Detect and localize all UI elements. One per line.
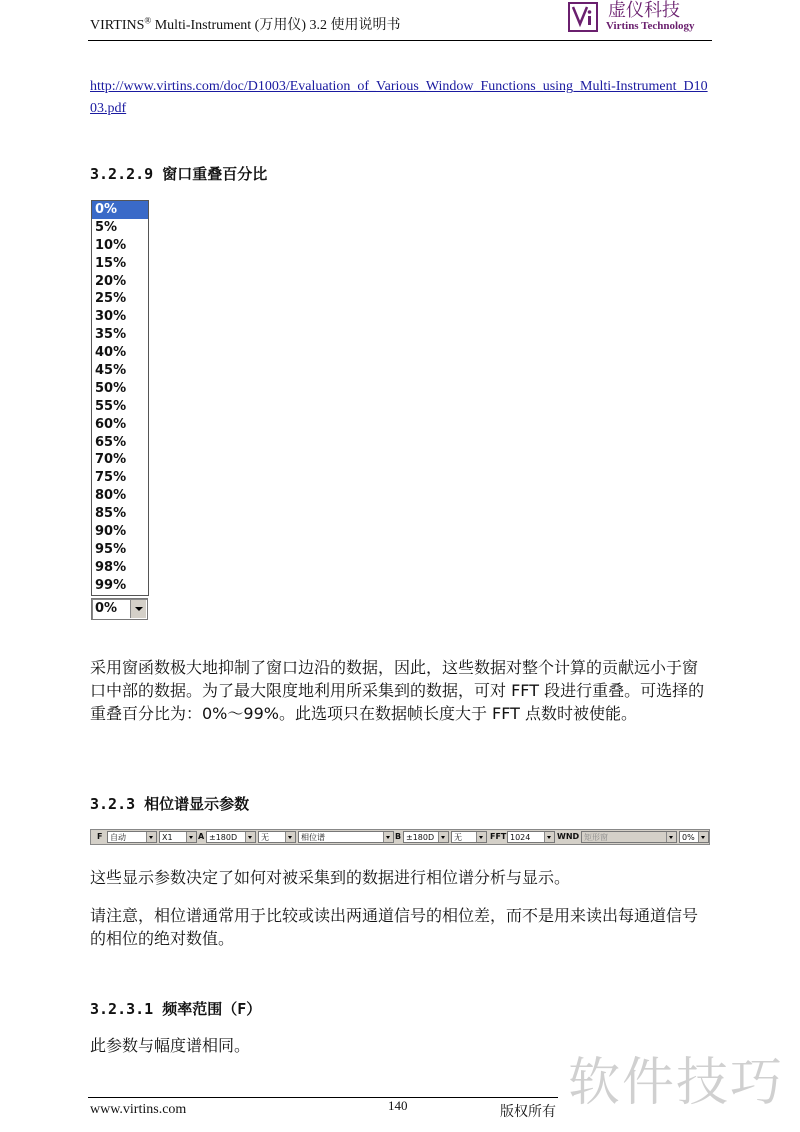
heading-3-2-2-9: 3.2.2.9 窗口重叠百分比	[90, 165, 268, 183]
dropdown-arrow-icon	[438, 832, 448, 842]
logo-mark-icon	[568, 2, 598, 32]
overlap-option[interactable]: 0%	[92, 201, 148, 219]
overlap-option[interactable]: 35%	[95, 327, 127, 343]
overlap-description: 采用窗函数极大地抑制了窗口边沿的数据，因此，这些数据对整个计算的贡献远小于窗口中部的数据。为了最大限度地利用所采集到的数据，可对 FFT 段进行重叠。可选择的重叠百分比为：0%～99%。此选项只在数据帧长度大于 FFT 点数时被使能。	[90, 658, 705, 723]
overlap-option[interactable]: 25%	[95, 291, 127, 307]
channel-b-weighting-select[interactable]: 无	[451, 831, 487, 843]
footer-website: www.virtins.com	[90, 1102, 187, 1117]
channel-a-weighting-select[interactable]: 无	[258, 831, 296, 843]
overlap-option[interactable]: 50%	[95, 380, 127, 396]
overlap-option[interactable]: 70%	[95, 452, 127, 468]
overlap-option[interactable]: 85%	[95, 506, 127, 522]
dropdown-arrow-icon[interactable]	[130, 600, 146, 618]
dropdown-arrow-icon	[698, 832, 708, 842]
dropdown-arrow-icon	[666, 832, 676, 842]
frequency-range-paragraph: 此参数与幅度谱相同。	[90, 1036, 251, 1055]
page-header	[88, 0, 712, 41]
overlap-option[interactable]: 40%	[95, 345, 127, 361]
heading-3-2-3: 3.2.3 相位谱显示参数	[90, 795, 250, 813]
overlap-options-listbox[interactable]	[91, 200, 149, 596]
overlap-option[interactable]: 75%	[95, 470, 127, 486]
overlap-option[interactable]: 60%	[95, 416, 127, 432]
overlap-combobox-value: 0%	[95, 601, 118, 616]
overlap-combobox[interactable]	[91, 598, 148, 620]
b-label: B	[395, 832, 402, 841]
overlap-option[interactable]: 80%	[95, 488, 127, 504]
channel-a-range-select[interactable]: ±180D	[206, 831, 256, 843]
fft-label: FFT	[490, 832, 507, 841]
phase-params-paragraph-1: 这些显示参数决定了如何对被采集到的数据进行相位谱分析与显示。	[90, 868, 571, 887]
logo-chinese-text: 虚仪科技	[608, 0, 680, 21]
overlap-option[interactable]: 15%	[95, 255, 127, 271]
overlap-option[interactable]: 45%	[95, 363, 127, 379]
dropdown-arrow-icon	[186, 832, 196, 842]
overlap-option[interactable]: 10%	[95, 237, 127, 253]
overlap-option[interactable]: 99%	[95, 577, 127, 593]
dropdown-arrow-icon	[544, 832, 554, 842]
heading-3-2-3-1: 3.2.3.1 频率范围（F）	[90, 1000, 262, 1018]
overlap-select[interactable]: 0%	[679, 831, 709, 843]
overlap-option[interactable]: 98%	[95, 559, 127, 575]
overlap-option[interactable]: 5%	[95, 219, 118, 235]
phase-spectrum-toolbar	[90, 829, 710, 845]
frequency-range-select[interactable]: 自动	[107, 831, 157, 843]
virtins-logo	[568, 0, 708, 36]
a-label: A	[198, 832, 205, 841]
watermark-text: 软件技巧	[568, 1053, 785, 1113]
dropdown-arrow-icon	[383, 832, 393, 842]
header-title: VIRTINS® Multi-Instrument (万用仪) 3.2 使用说明书	[90, 15, 401, 33]
overlap-option[interactable]: 95%	[95, 541, 127, 557]
overlap-option[interactable]: 90%	[95, 524, 127, 540]
overlap-option[interactable]: 55%	[95, 398, 127, 414]
overlap-option[interactable]: 30%	[95, 309, 127, 325]
phase-params-paragraph-2: 请注意，相位谱通常用于比较或读出两通道信号的相位差，而不是用来读出每通道信号的相位的绝对数值。	[90, 906, 699, 948]
overlap-option[interactable]: 20%	[95, 273, 127, 289]
channel-b-range-select[interactable]: ±180D	[403, 831, 449, 843]
dropdown-arrow-icon	[245, 832, 255, 842]
dropdown-arrow-icon	[285, 832, 295, 842]
footer-copyright: 版权所有	[500, 1104, 556, 1120]
page-number: 140	[388, 1098, 408, 1113]
overlap-option[interactable]: 65%	[95, 434, 127, 450]
display-mode-select[interactable]: 相位谱	[298, 831, 394, 843]
footer-divider	[88, 1097, 558, 1098]
document-link[interactable]: http://www.virtins.com/doc/D1003/Evaluation_of_Various_Window_Functions_using_Multi-Instrument_D1003.pdf	[90, 79, 708, 116]
dropdown-arrow-icon	[146, 832, 156, 842]
zoom-select[interactable]: X1	[159, 831, 197, 843]
wnd-label: WND	[557, 832, 580, 841]
window-function-select: 矩形窗	[581, 831, 677, 843]
f-label: F	[97, 832, 103, 841]
fft-size-select[interactable]: 1024	[507, 831, 555, 843]
dropdown-arrow-icon	[476, 832, 486, 842]
logo-english-text: Virtins Technology	[606, 20, 695, 32]
